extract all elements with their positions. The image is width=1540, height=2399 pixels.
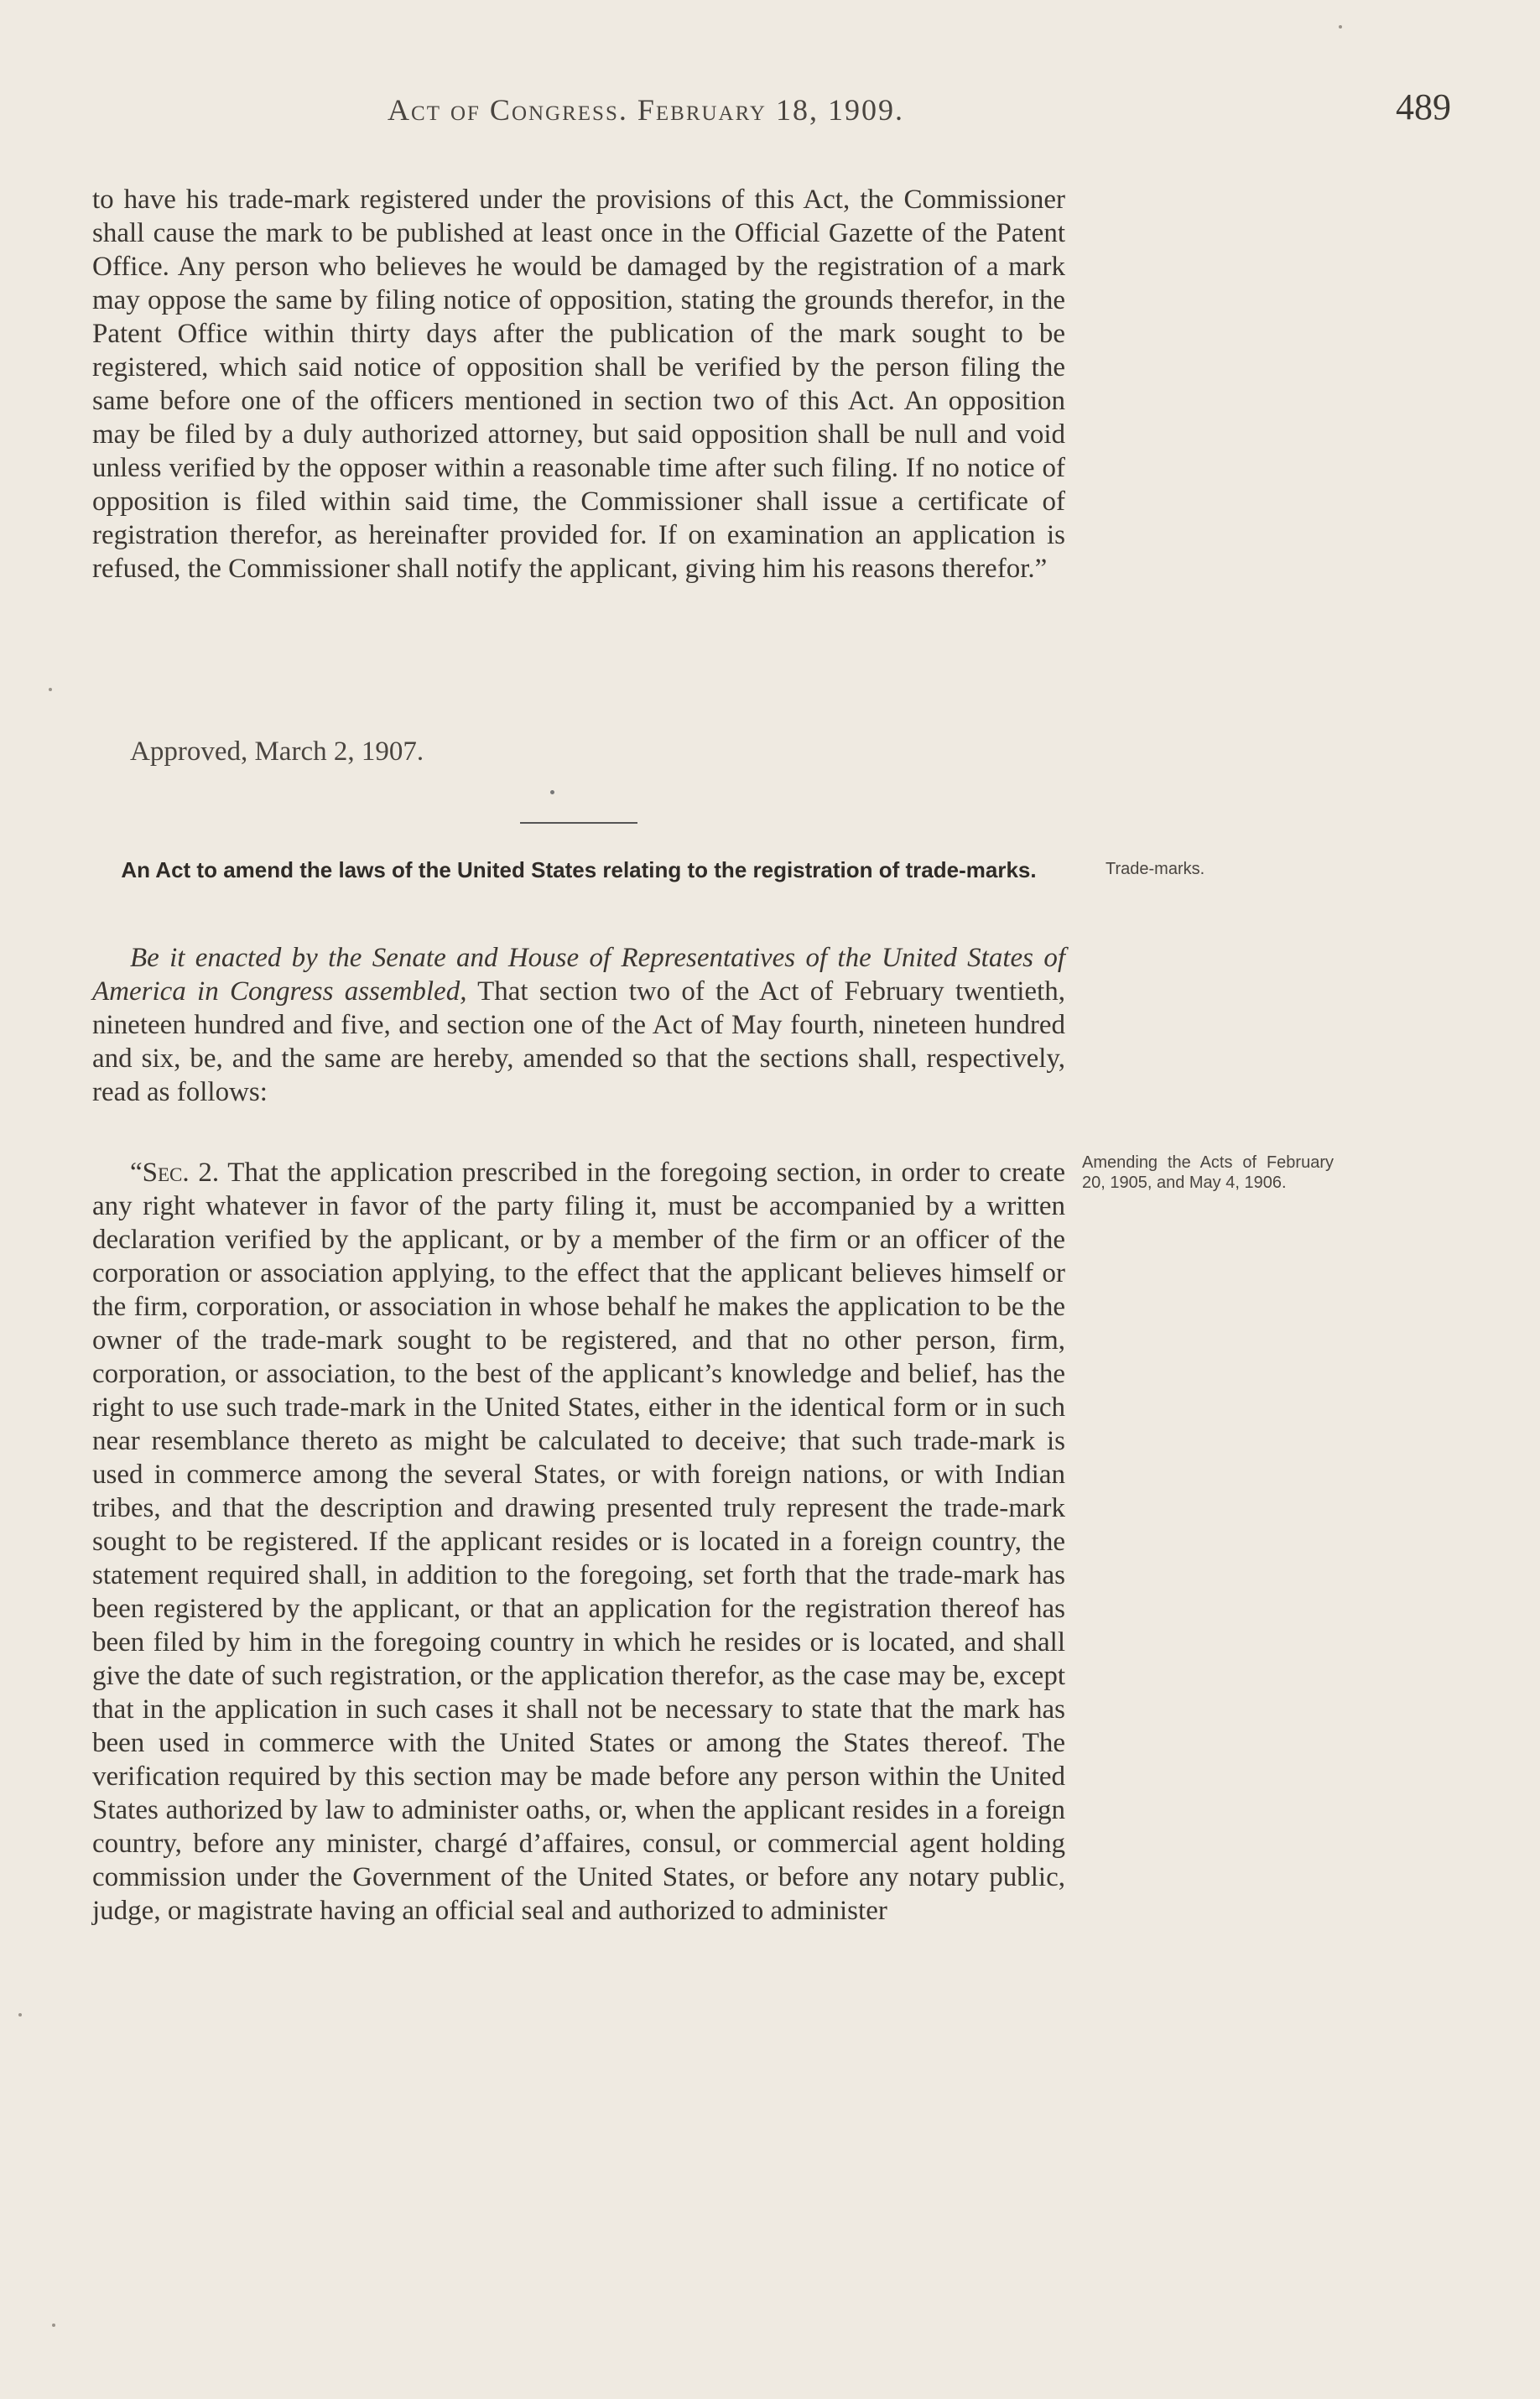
paper-speck: [52, 2324, 55, 2327]
paper-speck: [49, 688, 52, 691]
continuation-text: to have his trade-mark registered under the provisions of this Act, the Commissioner shall cause the mark to be published at least once in the Official Gazette of the Patent Office. Any person who believes he would be damaged by the registration of a mark may oppose the same by filing notice of opposition, stating the grounds therefor, in the Patent Office within thirty days after the publication of the mark sought to be registered, which said notice of opposition shall be verified by the person filing the same before one of the officers mentioned in section two of this Act. An opposition may be filed by a duly authorized attorney, but said opposition shall be null and void unless verified by the opposer within a reasonable time after such filing. If no notice of opposition is filed within said time, the Commissioner shall issue a certificate of registration therefor, as hereinafter provided for. If on examination an application is refused, the Commissioner shall notify the applicant, giving him his reasons therefor.”: [92, 185, 1065, 584]
section-two: [92, 1156, 1065, 1928]
enacting-rest: That section two of the Act of February twentieth, nineteen hundred and five, and section one of the Act of May fourth, nineteen hundred and six, be, and the same are hereby, amended so that the sections shall, respectively, read as follows:: [92, 976, 1065, 1107]
enacting-paragraph: [92, 941, 1065, 1109]
separator-dot: [550, 790, 554, 794]
section-text: That the application prescribed in the foregoing section, in order to create any right whatever in favor of the party filing it, must be accompanied by a written declaration verified by the applicant, or by a member of the firm or an officer of the corporation or association applying, to the effect that the applicant believes himself or the firm, corporation, or association in whose behalf he makes the application to be the owner of the trade-mark sought to be registered, and that no other person, firm, corporation, or association, to the best of the applicant’s knowledge and belief, has the right to use such trade-mark in the United States, either in the identical form or in such near resemblance thereto as might be calculated to deceive; that such trade-mark is used in commerce among the several States, or with foreign nations, or with Indian tribes, and that the description and drawing presented truly represent the trade-mark sought to be registered. If the applicant resides or is located in a foreign country, the statement required shall, in addition to the foregoing, set forth that the trade-mark has been registered by the applicant, or that an application for the registration thereof has been filed by him in the foregoing country in which he resides or is located, and shall give the date of such registration, or the application therefor, as the case may be, except that in the application in such cases it shall not be necessary to state that the mark has been used in commerce with the United States or among the States thereof. The verification required by this section may be made before any person within the United States authorized by law to administer oaths, or, when the applicant resides in a foreign country, before any minister, chargé d’affaires, consul, or commercial agent holding commission under the Government of the United States, or before any notary public, judge, or magistrate having an official seal and authorized to administer: [92, 1158, 1066, 1926]
paper-speck: [18, 2013, 22, 2017]
approval-line: Approved, March 2, 1907.: [130, 736, 424, 767]
section-paragraph: [92, 1156, 1065, 1928]
continuation-paragraph: [92, 183, 1065, 585]
section-label: “Sec. 2.: [130, 1158, 220, 1188]
act-title: An Act to amend the laws of the United States relating to the registration of trade-marks.: [121, 857, 1037, 882]
running-title: Act of Congress. February 18, 1909.: [388, 93, 904, 127]
enacting-clause: [92, 941, 1065, 1109]
enacting-italic: Be it enacted by the Senate and House of Representatives of the United States of America in Congress assembled,: [92, 943, 1065, 1007]
page-header: [92, 86, 1451, 143]
margin-note-trade-marks: Trade-marks.: [1106, 860, 1205, 878]
page-number: 489: [1396, 86, 1451, 127]
paper-speck: [1339, 25, 1342, 29]
separator-rule: [520, 822, 637, 824]
margin-note-amending: Amending the Acts of February 20, 1905, and May 4, 1906.: [1082, 1153, 1334, 1192]
